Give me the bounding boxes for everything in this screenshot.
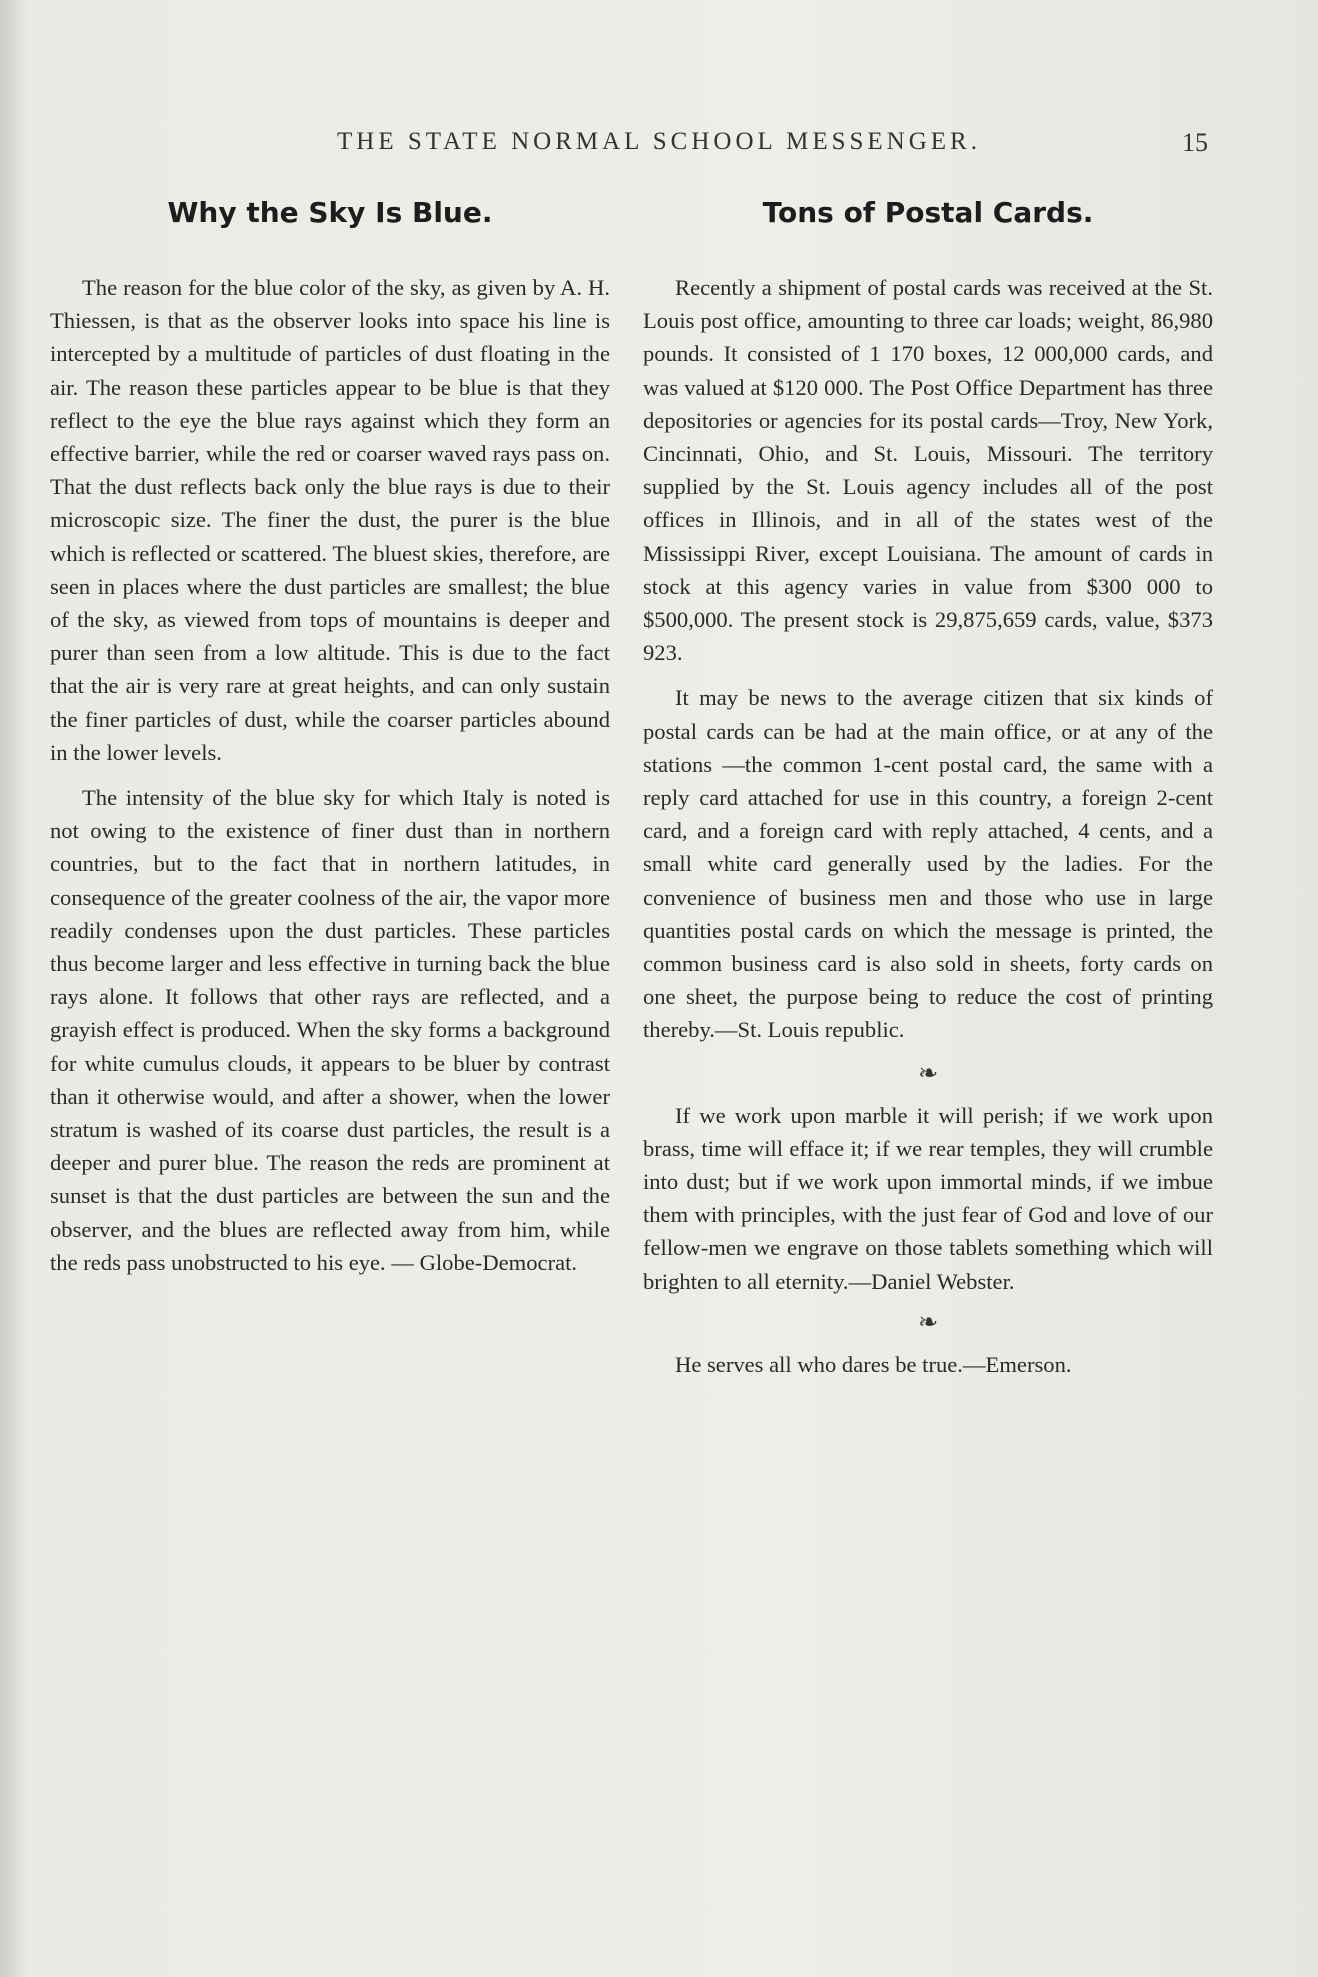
page-number: 15 <box>1182 128 1208 157</box>
article-paragraph: It may be news to the average citizen that six kinds of postal cards can be had at the main office, or at any of the stations —the common 1-cent postal card, the same with a reply card attached for use in this country, a foreign 2-cent card, and a foreign card with reply attached, 4 cents, and a small white card generally used by the ladies. For the convenience of business men and those who use in large quantities postal cards on which the message is printed, the common business card is also sold in sheets, forty cards on one sheet, the purpose being to reduce the cost of printing thereby.—St. Louis republic. <box>643 685 1213 1043</box>
running-title: THE STATE NORMAL SCHOOL MESSENGER. <box>337 128 981 155</box>
fleuron-separator-icon: ❧ <box>917 1058 939 1087</box>
quote-emerson <box>643 1348 1213 1381</box>
article-paragraph: Recently a shipment of postal cards was received at the St. Louis post office, amounting to three car loads; weight, 86,980 pounds. It consisted of 1 170 boxes, 12 000,000 cards, and was valued at $120 000. The Post Office Department has three depositories or agencies for its postal cards—Troy, New York, Cincinnati, Ohio, and St. Louis, Missouri. The territory supplied by the St. Louis agency includes all of the post offices in Illinois, and in all of the states west of the Mississippi River, except Louisiana. The amount of cards in stock at this agency varies in value from $300 000 to $500,000. The present stock is 29,875,659 cards, value, $373 923. <box>643 275 1213 666</box>
quote-text: He serves all who dares be true.—Emerson. <box>675 1351 1072 1377</box>
page-header <box>0 128 1318 168</box>
article-paragraph: The reason for the blue color of the sky, as given by A. H. Thiessen, is that as the observer looks into space his line is intercepted by a multitude of particles of dust floating in the air. The reason these particles appear to be blue is that they reflect to the eye the blue rays against which they form an effective barrier, while the red or coarser waved rays pass on. That the dust reflects back only the blue rays is due to their microscopic size. The finer the dust, the purer is the blue which is reflected or scattered. The bluest skies, therefore, are seen in places where the dust particles are smallest; the blue of the sky, as viewed from tops of mountains is deeper and purer than seen from a low altitude. This is due to the fact that the air is very rare at great heights, and can only sustain the finer particles of dust, while the coarser particles abound in the lower levels. <box>50 275 610 765</box>
article-tons-postal-cards <box>643 196 1213 1389</box>
fleuron-separator-icon: ❧ <box>917 1307 939 1336</box>
article-title: Why the Sky Is Blue. <box>167 196 493 229</box>
article-why-sky-blue <box>50 196 610 1291</box>
quote-webster <box>643 1099 1213 1298</box>
quote-text: If we work upon marble it will perish; if we work upon brass, time will efface it; if we rear temples, they will crumble into dust; but if we work upon immortal minds, if we imbue them with principles, with the just fear of God and love of our fellow-men we engrave on those tablets something which will brighten to all eternity.—Daniel Webster. <box>643 1102 1213 1294</box>
article-paragraph: The intensity of the blue sky for which Italy is noted is not owing to the existence of finer dust than in northern countries, but to the fact that in northern latitudes, in consequence of the greater coolness of the air, the vapor more readily condenses upon the dust particles. These particles thus become larger and less effective in turning back the blue rays alone. It follows that other rays are reflected, and a grayish effect is produced. When the sky forms a background for white cumulus clouds, it appears to be bluer by contrast than it otherwise would, and after a shower, when the lower stratum is washed of its coarse dust particles, the result is a deeper and purer blue. The reason the reds are prominent at sunset is that the dust particles are between the sun and the observer, and the blues are reflected away from him, while the reds pass unobstructed to his eye. — Globe-Democrat. <box>50 785 610 1275</box>
article-title: Tons of Postal Cards. <box>762 196 1094 229</box>
